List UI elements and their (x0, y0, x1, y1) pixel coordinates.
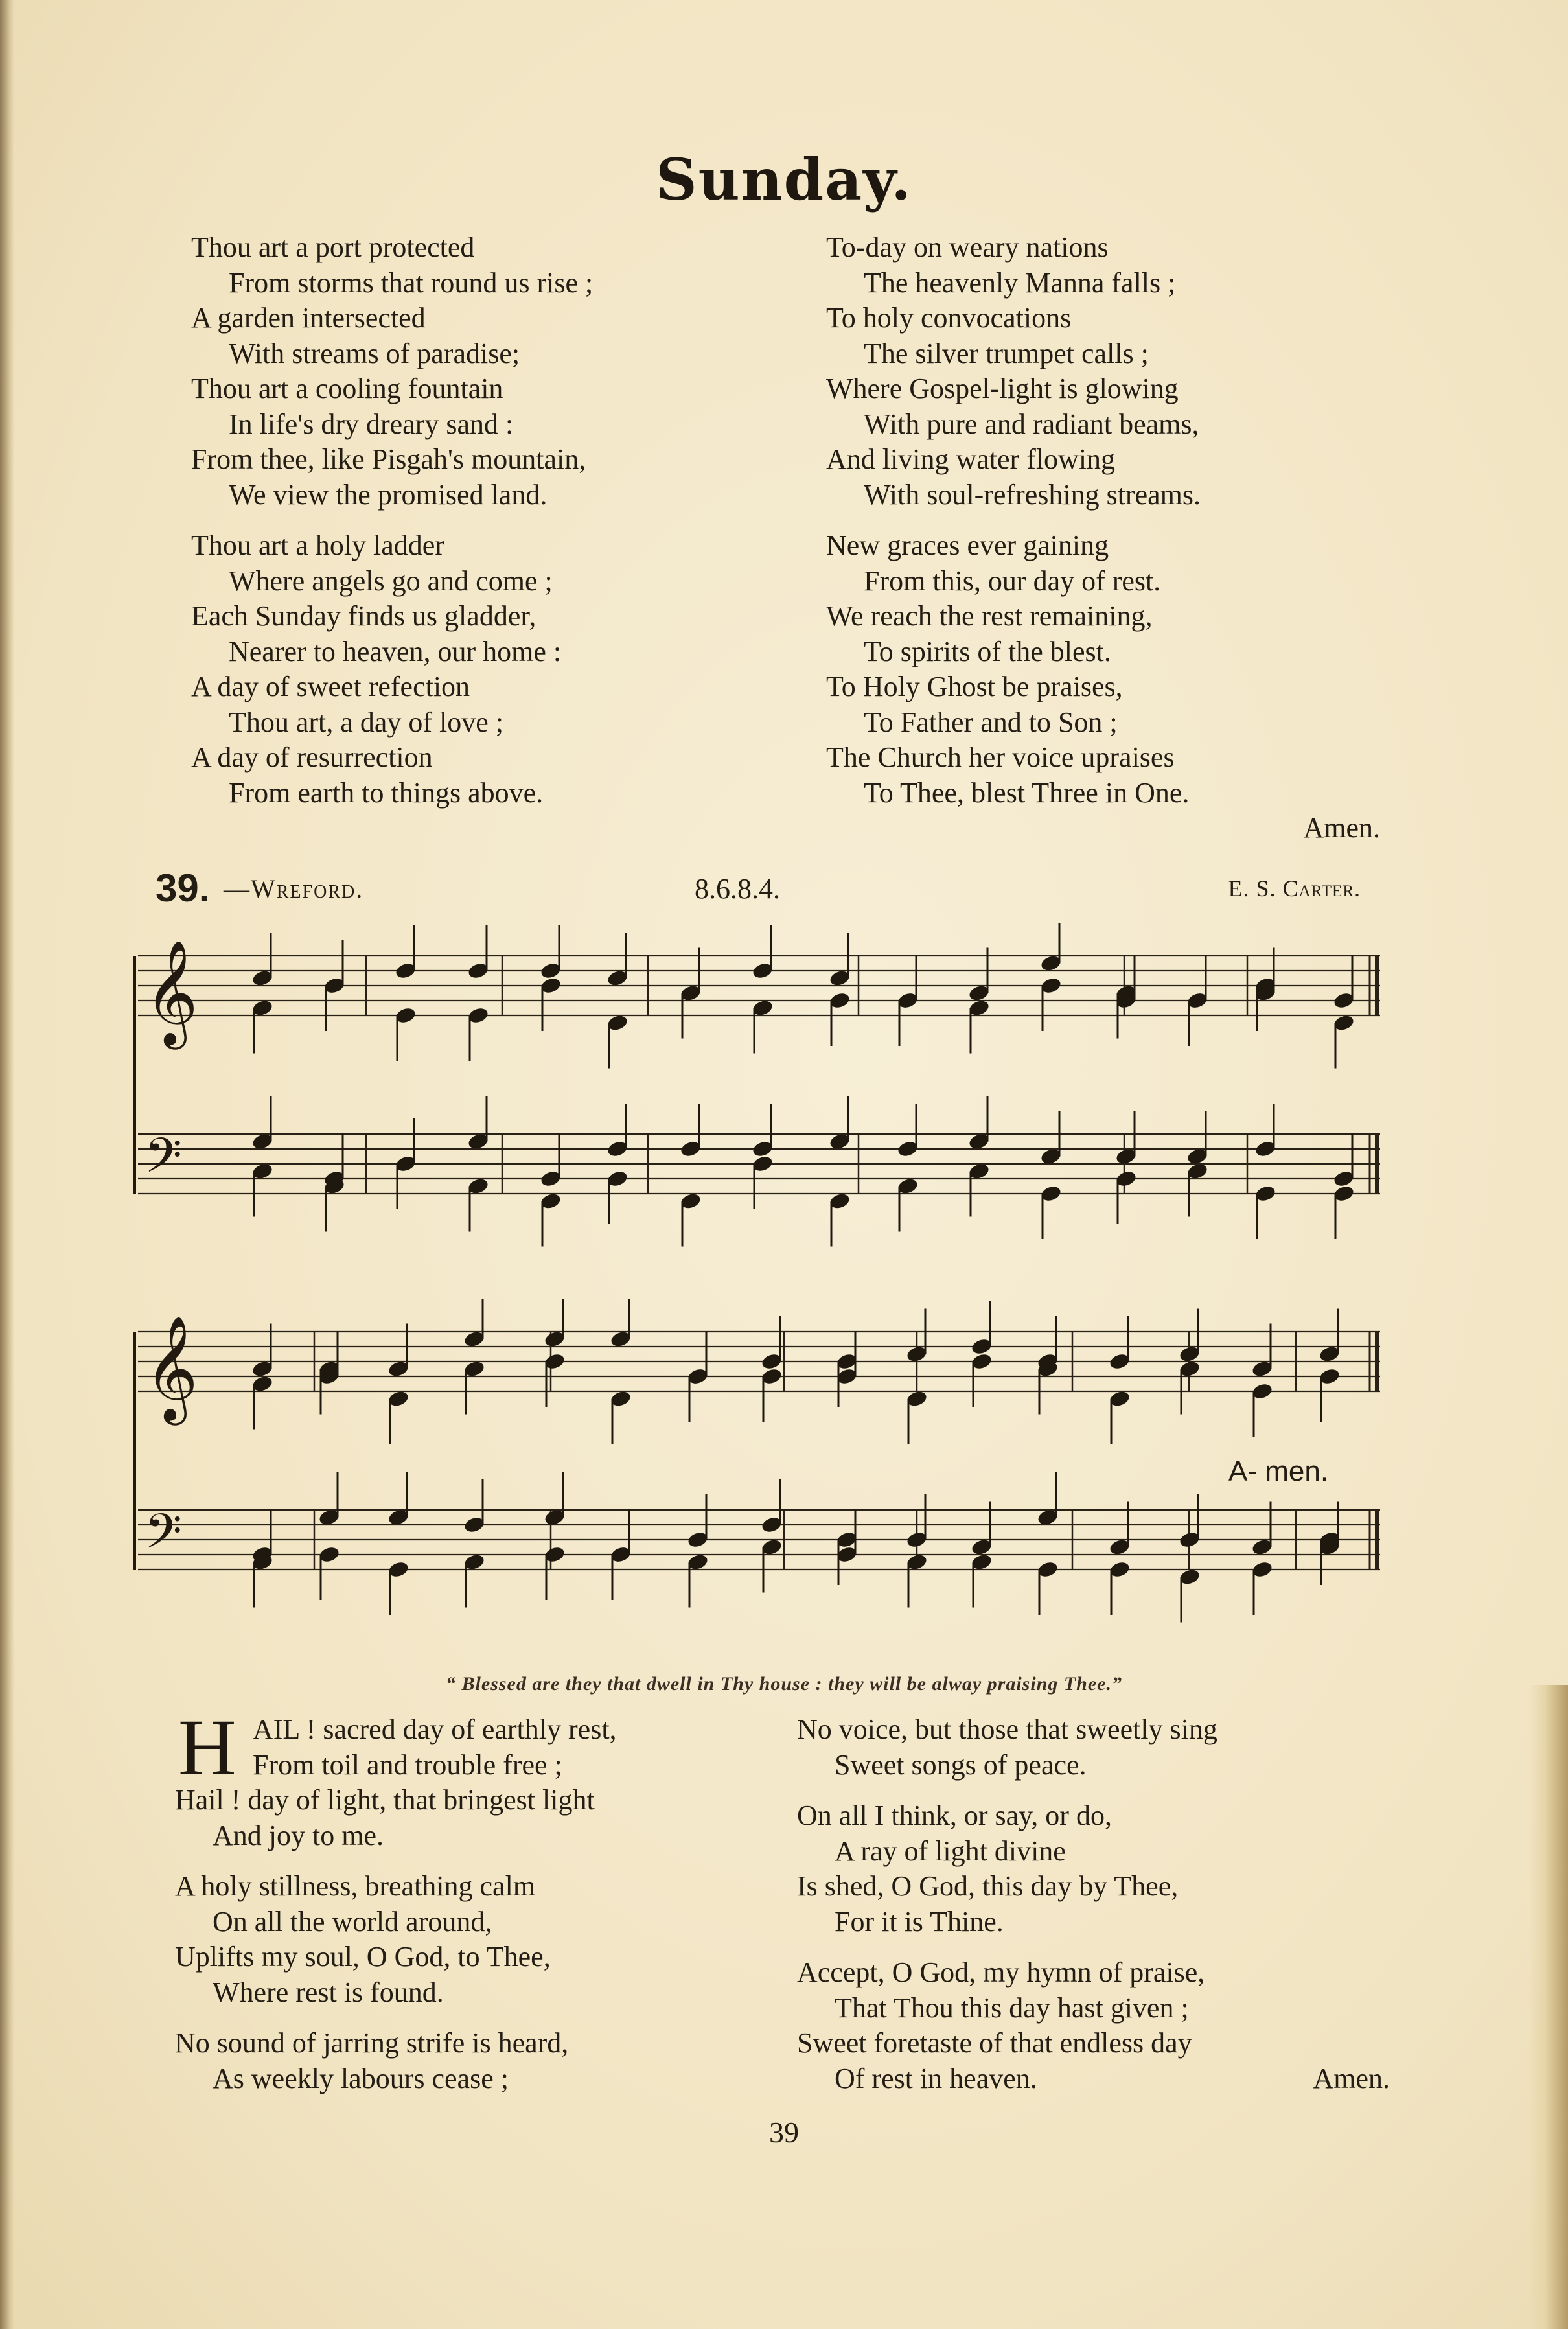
verse-line: We reach the rest remaining, (826, 600, 1153, 632)
hymn-number: 39. (156, 866, 210, 910)
stanza-break (797, 1940, 1390, 1955)
verse-line: On all I think, or say, or do, (797, 1800, 1112, 1831)
page-curl-edge (1529, 1685, 1568, 2329)
final-bar (1375, 1134, 1379, 1194)
verse-line: From thee, like Pisgah's mountain, (191, 443, 586, 475)
verse-line: From this, our day of rest. (864, 564, 1161, 597)
verse-line: The heavenly Manna falls ; (864, 266, 1176, 299)
verse-line: We view the promised land. (229, 478, 548, 511)
stanza-break (797, 1783, 1390, 1798)
verse-line: To holy convocations (826, 302, 1072, 334)
verse-line: A ray of light divine (835, 1835, 1066, 1867)
verse-line: Where Gospel-light is glowing (826, 373, 1179, 404)
verse-line: To Father and to Son ; (864, 706, 1118, 738)
upper-left-verses (191, 230, 813, 811)
verse-line: A day of resurrection (191, 741, 433, 773)
system-bracket (133, 956, 136, 1194)
verse-line: And living water flowing (826, 443, 1116, 475)
bass-clef-icon: 𝄢 (144, 1128, 182, 1196)
verse-line: Accept, O God, my hymn of praise, (797, 1956, 1205, 1988)
stanza-break (826, 513, 1380, 528)
verse-line: No sound of jarring strife is heard, (175, 2027, 569, 2059)
verse-line: From storms that round us rise ; (229, 266, 594, 299)
music-system-1 (133, 923, 1387, 1286)
epigraph: “ Blessed are they that dwell in Thy house : they will be alway praising Thee.” (446, 1673, 1122, 1695)
verse-line: No voice, but those that sweetly sing (797, 1713, 1217, 1745)
verse-line: On all the world around, (213, 1905, 492, 1938)
tune-meter: 8.6.8.4. (695, 873, 780, 905)
verse-line: With soul-refreshing streams. (864, 478, 1201, 511)
verse-line: From toil and trouble free ; (253, 1748, 562, 1781)
page-binding-edge (0, 0, 14, 2329)
verse-line: AIL ! sacred day of earthly rest, (253, 1713, 617, 1745)
system-bracket (133, 1332, 136, 1570)
final-bar (1375, 1332, 1379, 1391)
page-title: Sunday. (656, 146, 912, 213)
verse-line: Hail ! day of light, that bringest light (175, 1784, 595, 1816)
page-number: 39 (769, 2116, 799, 2149)
stanza-break (175, 1853, 797, 1869)
verse-line: To-day on weary nations (826, 231, 1109, 263)
verse-line: Where angels go and come ; (229, 564, 553, 597)
verse-line: Thou art a cooling fountain (191, 373, 503, 404)
verse-line: Nearer to heaven, our home : (229, 635, 562, 667)
verse-line: From earth to things above. (229, 776, 544, 809)
verse-line: The silver trumpet calls ; (864, 337, 1149, 369)
lower-left-verses (175, 1712, 797, 2096)
verse-line: A holy stillness, breathing calm (175, 1870, 536, 1902)
verse-line: Of rest in heaven. Amen. (797, 2061, 1390, 2097)
stanza-break (191, 513, 813, 528)
verse-line: And joy to me. (213, 1819, 384, 1851)
verse-line: Each Sunday finds us gladder, (191, 600, 536, 632)
lower-right-verses (797, 1712, 1390, 2096)
drop-cap: H (178, 1703, 236, 1792)
final-bar (1375, 1510, 1379, 1570)
verse-line: That Thou this day hast given ; (835, 1991, 1189, 2024)
verse-line: Sweet songs of peace. (835, 1748, 1087, 1781)
stanza-break (175, 2010, 797, 2026)
amen-lyric: A- men. (1228, 1455, 1329, 1487)
verse-line: The Church her voice upraises (826, 741, 1175, 773)
verse-line: A garden intersected (191, 302, 426, 334)
verse-line: New graces ever gaining (826, 529, 1109, 561)
verse-line: Uplifts my soul, O God, to Thee, (175, 1941, 551, 1973)
verse-line: A day of sweet refection (191, 671, 470, 702)
treble-clef-icon: 𝄞 (144, 1315, 198, 1421)
tune-composer: E. S. Carter. (1228, 875, 1361, 901)
verse-line: For it is Thine. (835, 1905, 1004, 1938)
verse-line: As weekly labours cease ; (213, 2062, 509, 2094)
verse-line: With pure and radiant beams, (864, 408, 1199, 440)
tune-name: —Wreford. (224, 874, 364, 903)
upper-right-verses (826, 230, 1380, 846)
verse-line: With streams of paradise; (229, 337, 520, 369)
verse-line: Is shed, O God, this day by Thee, (797, 1870, 1179, 1902)
verse-line: To spirits of the blest. (864, 635, 1111, 667)
final-bar (1375, 956, 1379, 1015)
verse-line: Thou art, a day of love ; (229, 706, 503, 738)
verse-line: Thou art a holy ladder (191, 529, 444, 561)
bass-clef-icon: 𝄢 (144, 1503, 182, 1571)
tune-heading (156, 866, 1374, 918)
amen-line: Amen. (1303, 812, 1380, 844)
treble-clef-icon: 𝄞 (144, 940, 198, 1045)
amen-trailer: Amen. (1313, 2062, 1390, 2094)
verse-line: Thou art a port protected (191, 231, 475, 263)
verse-line: In life's dry dreary sand : (229, 408, 514, 440)
verse-line: Sweet foretaste of that endless day (797, 2027, 1192, 2059)
verse-line: Where rest is found. (213, 1976, 444, 2008)
verse-line: To Thee, blest Three in One. (864, 776, 1190, 809)
music-system-2 (133, 1299, 1387, 1662)
verse-line: To Holy Ghost be praises, (826, 671, 1123, 702)
